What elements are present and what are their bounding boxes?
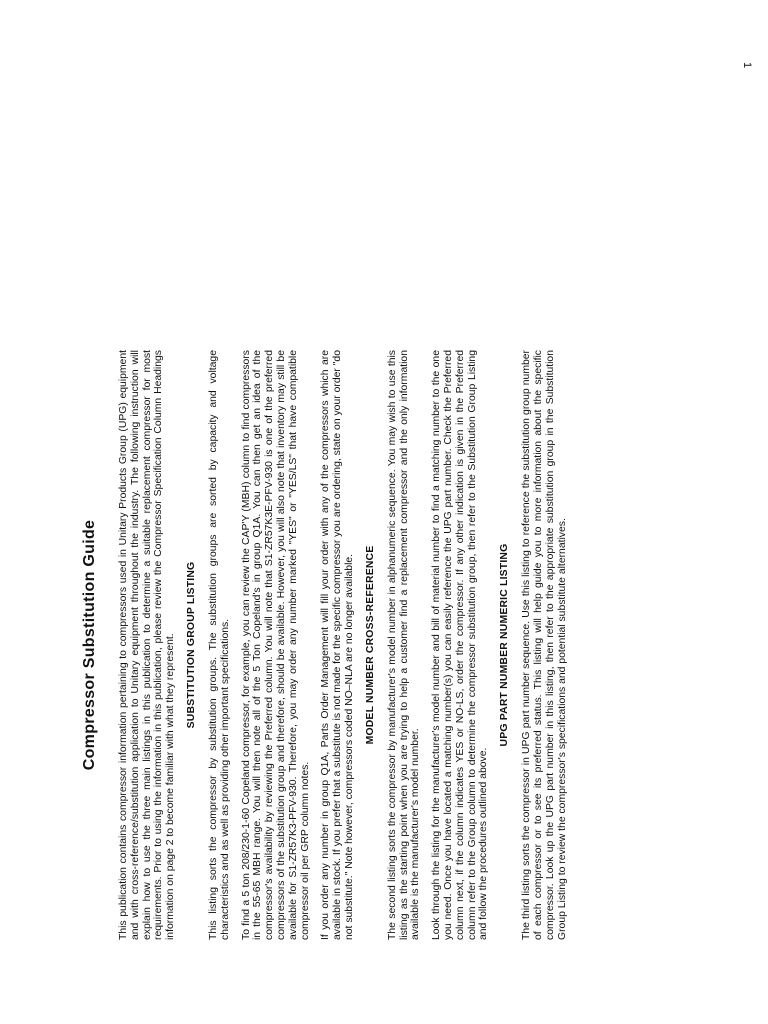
- page-number: 1: [741, 61, 753, 69]
- section-heading-upg-part-number: UPG PART NUMBER NUMERIC LISTING: [499, 543, 511, 747]
- substitution-group-paragraph-3: If you order any number in group Q1A, Parts Order Management will fill your order with any of the compressors which are available in stock. If you prefer that a substitute is not made for the specific compressor you are ordering, state on your order "do not substitute." Note however, compressors coded NO–NLA are no longer available.: [320, 350, 355, 940]
- model-number-paragraph-2: Look through the listing for the manufacturer's model number and bill of material number to find a matching number to the one you need. Once you have located a matching number(s) you can easily reference the UPG part number. Check the Preferred column next, if the column indicates YES or NO-LS, order the compressor. If any other indication is given in the Preferred column refer to the Group column to determine the compressor substitution group, then refer to the Substitution Group Listing and follow the procedures outlined above.: [431, 350, 490, 940]
- substitution-group-paragraph-1: This listing sorts the compressor by substitution groups. The substitution groups are sorted by capacity and voltage characteristics and as well as providing other important specifications.: [207, 350, 231, 940]
- substitution-group-paragraph-2: To find a 5 ton 208/230-1-60 Copeland compressor, for example, you can review the CAP'Y (MBH) column to find compressors in the 55-65 MBH range. You will then note all of the 5 Ton Copeland's in group Q1A. You can then get an idea of the compressor's availability by reviewing the Preferred column. You will note that S1-ZR57K3E-PFV-930 is one of the preferred compressors of the substitution group and therefore, should be available. However, you will also note that inventory may still be available for S1-ZR57K3-PFV-930. Therefore, you may order any number marked "YES" or "YES/LS" that have compatible compressor oil per GRP column notes.: [240, 350, 311, 940]
- model-number-paragraph-1: The second listing sorts the compressor by manufacturer's model number in alphanumeric sequence. You may wish to use this listing as the starting point when you are trying to help a customer find a replacement compressor and the only information available is the manufacturer's model number.: [386, 350, 422, 940]
- page-title: Compressor Substitution Guide: [81, 519, 98, 771]
- section-heading-substitution-group: SUBSTITUTION GROUP LISTING: [185, 561, 197, 729]
- upg-part-number-paragraph-1: The third listing sorts the compressor in UPG part number sequence. Use this listing to reference the substitution group number of each compressor or to see its preferred status. This listing will help guide you to more information about the specific compressor. Look up the UPG part number in this listing, then refer to the appropriate substitution group in the Substitution Group Listing to review the compressor's specifications and potential substitute alternatives.: [521, 350, 568, 940]
- intro-paragraph: This publication contains compressor information pertaining to compressors used in Unitary Products Group (UPG) equipment and with cross-reference/substitution application to Unitary equipment throughout the industry. The following instruction will explain how to use the three main listings in this publication to determine a suitable replacement compressor for most requirements. Prior to using the information in this publication, please review the Compressor Specification Column Headings information on page 2 to become familiar with what they represent.: [118, 350, 177, 940]
- rotated-page-content: [80, 350, 590, 940]
- section-heading-model-number: MODEL NUMBER CROSS-REFERENCE: [364, 545, 376, 745]
